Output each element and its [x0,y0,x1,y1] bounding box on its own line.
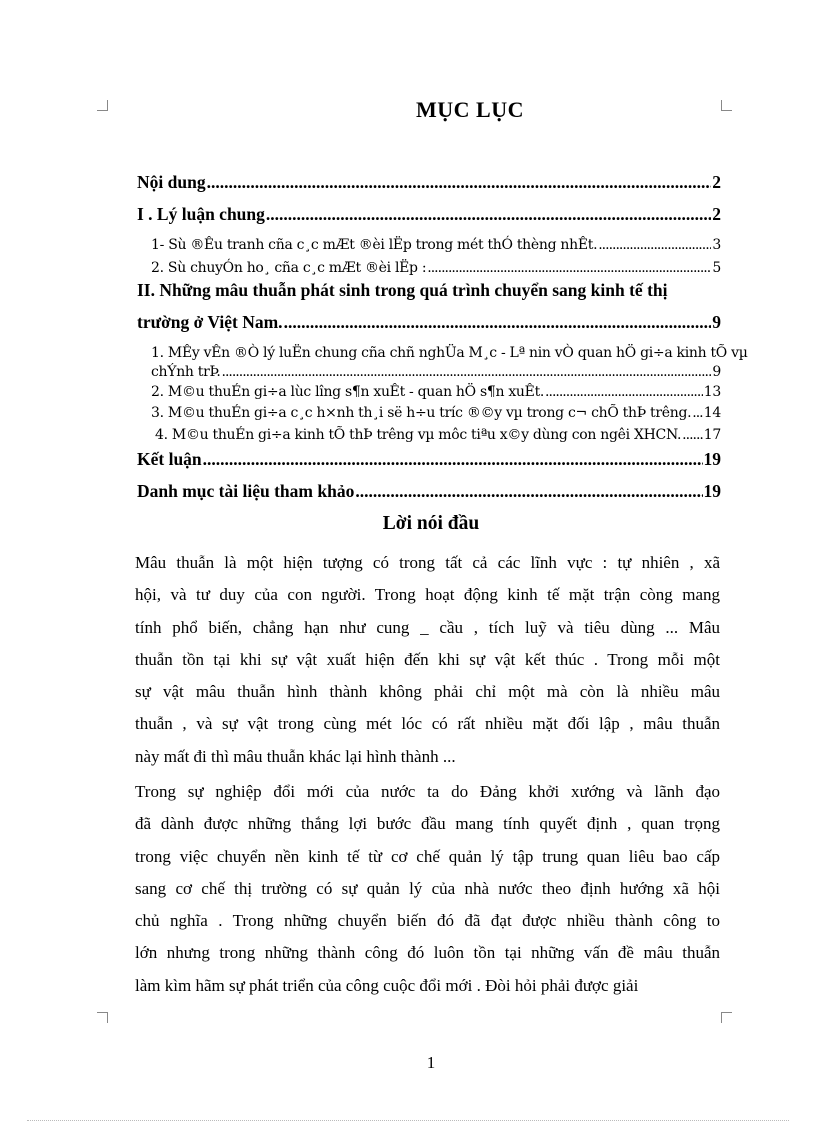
toc-entry-label: Nội dung [137,172,206,192]
preface-paragraph-1 [135,547,720,773]
page-number: 1 [426,1053,436,1072]
text-line: trong việc chuyển nền kinh tế từ cơ chế quản lý tập trung quan liêu bao cấp [135,846,720,866]
toc-entry-page: 17 [703,427,721,443]
toc-entry-label-line1[interactable]: 1. MÊy vÊn ®Ò lý luËn chung cña chñ nghÜa M¸c - Lª nin vÒ quan hÖ gi÷a kinh tÕ vµ [151,345,748,361]
preface-title: Lời nói đầu [382,513,480,534]
toc-entry-label: 2. M©u thuÉn gi÷a lùc lîng s¶n xuÊt - quan hÖ s¶n xuÊt. [151,384,545,400]
toc-entry[interactable] [137,481,721,502]
text-line: sự vật mâu thuẫn hình thành không phải chỉ một mà còn là nhiều mâu [135,682,720,702]
toc-leader [222,364,712,380]
margin-mark-bottom-right [721,1012,732,1023]
toc-entry-label: Danh mục tài liệu tham khảo [137,481,355,501]
text-line: thuẫn , và sự vật trong cùng mét lóc có rất nhiều mặt đối lập , mâu thuẫn [135,714,720,734]
toc-entry-label-line1[interactable]: II. Những mâu thuẫn phát sinh trong quá trình chuyển sang kinh tế thị [137,280,668,300]
toc-entry-page: 5 [712,260,721,276]
toc-leader [355,481,702,502]
toc-entry-page: 19 [703,481,721,501]
preface-paragraph-2 [135,776,720,1002]
toc-leader [598,237,711,253]
text-line: thuẫn tồn tại khi sự vật xuất hiện đến khi sự vật kết thúc . Trong mỗi một [135,649,720,669]
toc-entry[interactable] [155,427,721,443]
toc-entry-page: 9 [712,312,721,332]
text-line: hội, và tư duy của con người. Trong hoạt động kinh tế mặt trận còng mang [135,585,720,605]
toc-entry[interactable] [137,312,721,333]
toc-entry-label: 1- Sù ®Êu tranh cña c¸c mÆt ®èi lËp trong mét thÓ thèng nhÊt. [151,237,598,253]
toc-leader [692,405,703,421]
toc-entry-page: 2 [712,172,721,192]
toc-entry-label: trường ở Việt Nam. [137,312,283,332]
toc-entry[interactable] [151,405,721,421]
toc-leader [427,260,711,276]
text-line: lớn nhưng trong những thành công đó luôn tồn tại những vấn đề mâu thuẫn [135,943,720,963]
text-line: tính phổ biến, chẳng hạn như cung _ cầu , tích luỹ và tiêu dùng ... Mâu [135,617,720,637]
toc-leader [682,427,703,443]
toc-entry[interactable] [151,384,721,400]
text-line: Mâu thuẫn là một hiện tượng có trong tất cả các lĩnh vực : tự nhiên , xã [135,553,720,572]
page-edge [27,1120,789,1121]
toc-entry-page: 9 [712,364,721,380]
toc-leader [545,384,703,400]
text-line: này mất đi thì mâu thuẫn khác lại hình thành ... [135,746,456,766]
toc-leader [284,312,712,333]
text-line: đã dành được những thắng lợi bước đầu mang tính quyết định , quan trọng [135,814,720,834]
toc-entry-label: 3. M©u thuÉn gi÷a c¸c h×nh th¸i së h÷u tríc ®©y vµ trong c¬ chÕ thÞ trêng. [151,405,692,421]
toc-leader [207,172,712,193]
toc-title: MỤC LỤC [416,97,524,122]
toc-entry-page: 3 [712,237,721,253]
toc-entry-label: 4. M©u thuÉn gi÷a kinh tÕ thÞ trêng vµ môc tiªu x©y dùng con ngêi XHCN. [155,427,682,443]
toc-entry-label: chÝnh trÞ. [151,364,221,380]
toc-entry-page: 2 [712,204,721,224]
toc-entry[interactable] [151,237,721,253]
text-line: sang cơ chế thị trường có sự quản lý của nhà nước theo định hướng xã hội [135,878,720,898]
text-line: làm kìm hãm sự phát triển của công cuộc đổi mới . Đòi hỏi phải được giải [135,975,639,995]
text-line: chủ nghĩa . Trong những chuyển biến đó đã đạt được nhiều thành công to [135,911,720,931]
toc-entry[interactable] [151,260,721,276]
toc-entry-label: Kết luận [137,449,202,469]
toc-leader [266,204,711,225]
toc-entry-page: 13 [703,384,721,400]
toc-entry-label: I . Lý luận chung [137,204,265,224]
toc-entry[interactable] [137,172,721,193]
toc-entry-page: 19 [703,449,721,469]
margin-mark-bottom-left [97,1012,108,1023]
text-line: Trong sự nghiệp đổi mới của nước ta do Đảng khởi xướng và lãnh đạo [135,782,720,801]
toc-entry-page: 14 [703,405,721,421]
toc-entry[interactable] [137,449,721,470]
toc-entry[interactable] [151,364,721,380]
toc-entry-label: 2. Sù chuyÓn ho¸ cña c¸c mÆt ®èi lËp : [151,260,427,276]
toc-leader [203,449,703,470]
toc-entry[interactable] [137,204,721,225]
